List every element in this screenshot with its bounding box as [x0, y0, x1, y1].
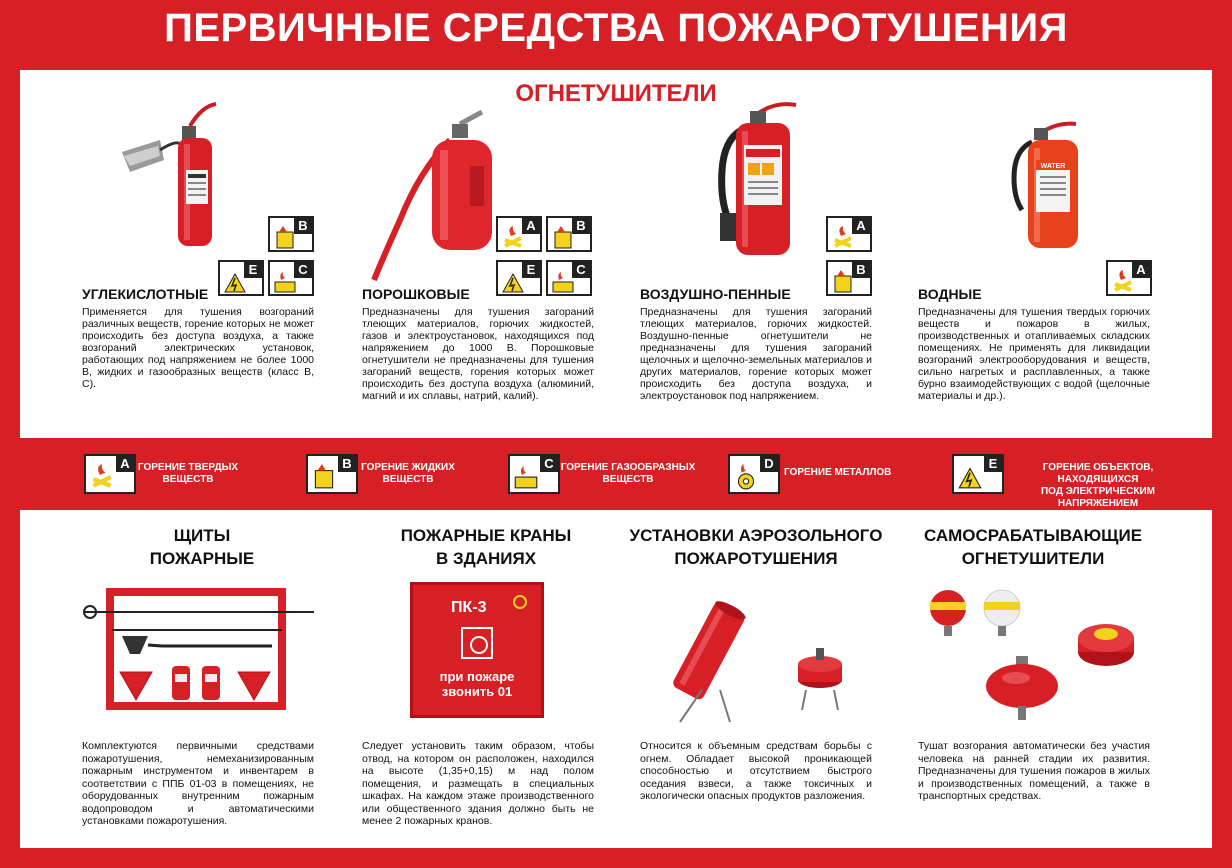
- class-badge-b: [546, 216, 592, 252]
- co2-extinguisher-illustration: [120, 100, 230, 250]
- cabinet-label: ПК-3: [451, 599, 487, 616]
- legend-item-b: [306, 450, 466, 496]
- title-line: УСТАНОВКИ АЭРОЗОЛЬНОГО: [629, 526, 883, 545]
- fire-shield-title: [82, 524, 322, 570]
- class-letter: A: [852, 218, 870, 234]
- legend-text: [1006, 462, 1190, 510]
- class-letter: B: [572, 218, 590, 234]
- legend-letter: E: [984, 456, 1002, 472]
- class-letter: A: [522, 218, 540, 234]
- class-letter: C: [294, 262, 312, 278]
- class-letter: B: [294, 218, 312, 234]
- extinguisher-name-co2: УГЛЕКИСЛОТНЫЕ: [82, 286, 209, 302]
- legend-badge-a: [84, 454, 136, 494]
- class-badge-b: [826, 260, 872, 296]
- title-line: ОГНЕТУШИТЕЛИ: [961, 549, 1105, 568]
- class-badge-c: [546, 260, 592, 296]
- class-letter: C: [572, 262, 590, 278]
- class-badge-e: [218, 260, 264, 296]
- extinguisher-desc-powder: Предназначены для тушения загораний тлеющих материалов, горючих жидкостей, газов и электроустановок, находящихся под напряжением до 1000 В. Порошковые огнетушители не предназначены для тушения загораний веществ, горения которых может происходить без доступа воздуха (алюминий, магний и их сплавы, натрий, калий).: [362, 306, 594, 402]
- title-line: ЩИТЫ: [173, 526, 231, 545]
- legend-line: ГОРЕНИЕ МЕТАЛЛОВ: [784, 467, 892, 478]
- fire-hydrant-title: [366, 524, 606, 570]
- class-badge-a: [1106, 260, 1152, 296]
- legend-text: [134, 462, 242, 486]
- legend-line: ГОРЕНИЕ ГАЗООБРАЗНЫХ: [560, 462, 696, 473]
- legend-line: ГОРЕНИЕ ТВЕРДЫХ: [137, 462, 239, 473]
- legend-line: ВЕЩЕСТВ: [602, 474, 654, 485]
- legend-text: [780, 467, 900, 479]
- aerosol-title: [626, 524, 886, 570]
- legend-badge-e: [952, 454, 1004, 494]
- legend-badge-b: [306, 454, 358, 494]
- class-badge-c: [268, 260, 314, 296]
- page-title: ПЕРВИЧНЫЕ СРЕДСТВА ПОЖАРОТУШЕНИЯ: [164, 6, 1068, 50]
- hose-icon: [461, 627, 493, 659]
- legend-line: ПОД ЭЛЕКТРИЧЕСКИМ НАПРЯЖЕНИЕМ: [1040, 486, 1155, 509]
- valve-icon: [513, 595, 527, 609]
- fire-shield-illustration: [82, 588, 322, 712]
- legend-badge-d: [728, 454, 780, 494]
- legend-line: ВЕЩЕСТВ: [382, 474, 434, 485]
- legend-item-a: [84, 450, 244, 496]
- title-line: ПОЖАРОТУШЕНИЯ: [674, 549, 838, 568]
- cabinet-text: [413, 669, 541, 699]
- class-letter: E: [244, 262, 262, 278]
- class-letter: A: [1132, 262, 1150, 278]
- water-extinguisher-illustration: [992, 120, 1092, 250]
- powder-extinguisher-illustration: [360, 110, 500, 285]
- title-line: В ЗДАНИЯХ: [435, 549, 537, 568]
- extinguishers-panel: [20, 70, 1212, 438]
- extinguishers-section-title: ОГНЕТУШИТЕЛИ: [515, 80, 717, 107]
- legend-letter: B: [338, 456, 356, 472]
- extinguisher-name-foam: ВОЗДУШНО-ПЕННЫЕ: [640, 286, 791, 302]
- self-acting-desc: Тушат возгорания автоматически без участия человека на ранней стадии их развития. Предназначены для тушения пожаров в жилых и производственных помещений, а также в транспортных средствах.: [918, 740, 1150, 802]
- title-line: ПОЖАРНЫЕ КРАНЫ: [400, 526, 572, 545]
- legend-line: ГОРЕНИЕ ОБЪЕКТОВ, НАХОДЯЩИХСЯ: [1042, 462, 1154, 485]
- legend-letter: A: [116, 456, 134, 472]
- class-letter: E: [522, 262, 540, 278]
- extinguisher-desc-co2: Применяется для тушения возгораний различных веществ, горение которых не может происходить без доступа воздуха, а также возгораний электрических установок, работающих под напряжением не более 1000 В, жидких и газообразных веществ (класс В, С).: [82, 306, 314, 390]
- cabinet-line: при пожаре: [439, 669, 515, 684]
- legend-letter: C: [540, 456, 558, 472]
- legend-item-d: [728, 450, 898, 496]
- legend-letter: D: [760, 456, 778, 472]
- extinguisher-name-water: ВОДНЫЕ: [918, 286, 982, 302]
- class-badge-e: [496, 260, 542, 296]
- water-label: WATER: [1040, 163, 1066, 170]
- class-badge-a: [826, 216, 872, 252]
- legend-item-c: [508, 450, 698, 496]
- title-line: ПОЖАРНЫЕ: [149, 549, 255, 568]
- title-line: САМОСРАБАТЫВАЮЩИЕ: [923, 526, 1143, 545]
- legend-line: ГОРЕНИЕ ЖИДКИХ: [361, 462, 455, 473]
- self-acting-title: [908, 524, 1158, 570]
- legend-line: ВЕЩЕСТВ: [162, 474, 214, 485]
- foam-extinguisher-illustration: [700, 95, 820, 260]
- class-letter: B: [852, 262, 870, 278]
- cabinet-line: звонить 01: [441, 684, 513, 699]
- legend-text: [560, 462, 696, 486]
- fire-hydrant-cabinet: [410, 582, 544, 718]
- equipment-panel: [20, 510, 1212, 848]
- legend-badge-c: [508, 454, 560, 494]
- aerosol-desc: Относится к объемным средствам борьбы с огнем. Обладает высокой проникающей способностью и отсутствием быстрого оседания взвеси, а также токсичных и экологически опасных продуктов разложения.: [640, 740, 872, 802]
- fire-hydrant-desc: Следует установить таким образом, чтобы отвод, на котором он расположен, находился на высоте (1,35+0,15) м над полом помещения, и размещать в специальных шкафах. На каждом этаже производственного или общественного здания должно быть не менее 2 пожарных кранов.: [362, 740, 594, 827]
- class-badge-b: [268, 216, 314, 252]
- fire-shield-desc: Комплектуются первичными средствами пожаротушения, немеханизированным пожарным инструментом и инвентарем в соответствии с ППБ 01-03 в помещениях, не оборудованных внутренним пожарным водопроводом и автоматическими установками пожаротушения.: [82, 740, 314, 827]
- extinguisher-desc-foam: Предназначены для тушения загораний тлеющих материалов, горючих жидкостей. Воздушно-пенные огнетушители не предназначены для тушения загораний щелочных и щелочно-земельных материалов и других материалов, горение которых может происходить без доступа воздуха, и электроустановок под напряжением.: [640, 306, 872, 402]
- legend-item-e: [952, 450, 1192, 509]
- legend-text: [356, 462, 460, 486]
- self-acting-extinguishers-illustration: [926, 586, 1146, 726]
- extinguisher-name-powder: ПОРОШКОВЫЕ: [362, 286, 470, 302]
- class-badge-a: [496, 216, 542, 252]
- extinguisher-desc-water: Предназначены для тушения твердых горючих веществ и пожаров в жилых, производственных и отапливаемых складских помещениях. Не применять для ликвидации возгораний электрооборудования и веществ, сильно нагретых и расплавленных, а также бурно взаимодействующих с водой (щелочные материалы и др.).: [918, 306, 1150, 402]
- aerosol-installation-illustration: [660, 594, 860, 724]
